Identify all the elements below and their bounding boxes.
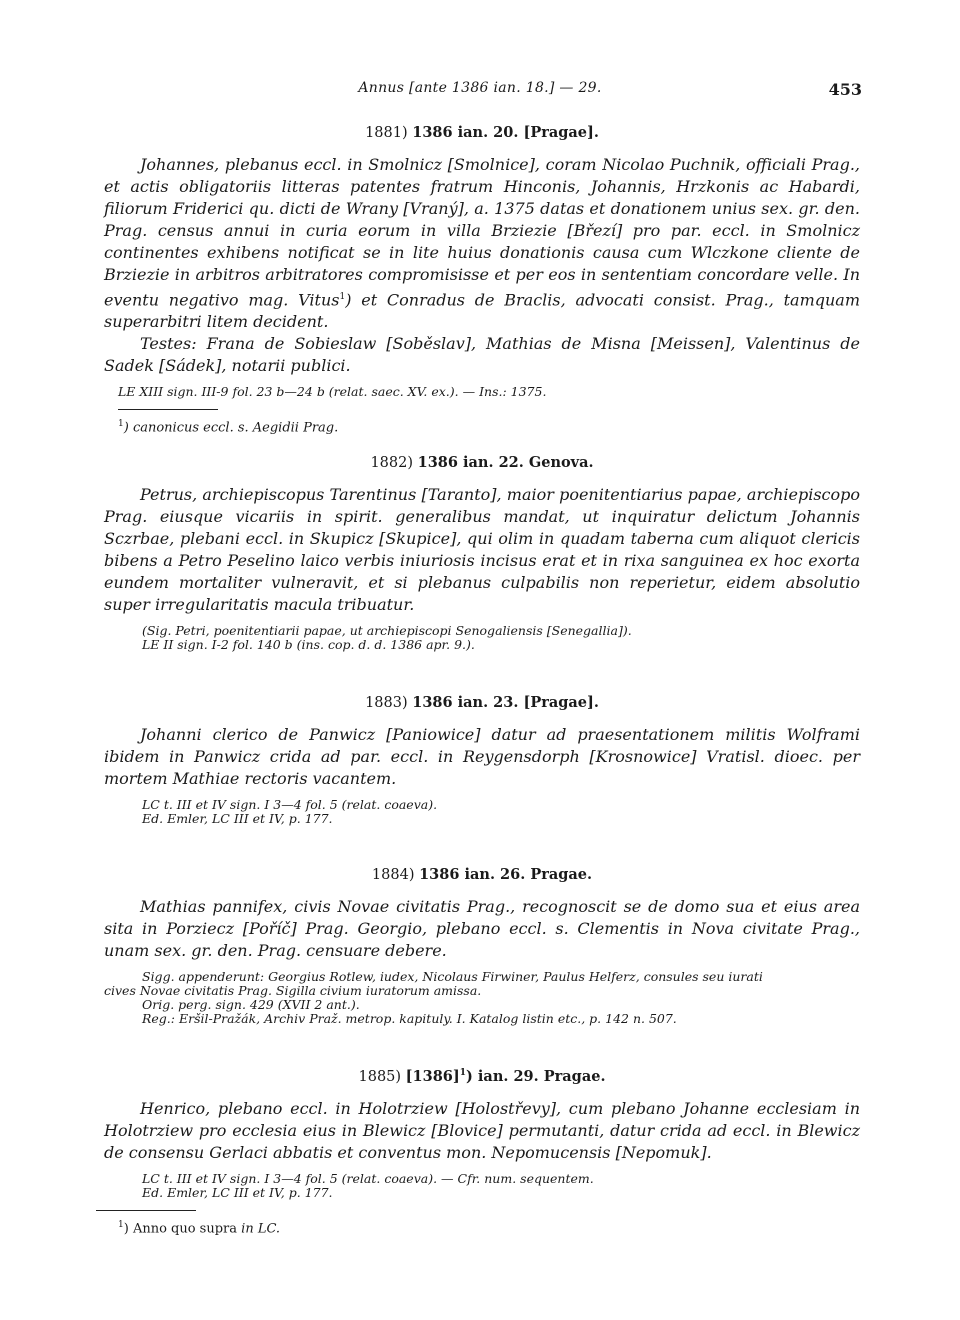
entry-heading [104, 694, 860, 711]
witnesses-text: Testes: Frana de Sobieslaw [Soběslav], Mathias de Misna [Meissen], Valentinus de Sadek [Sádek], notarii publici. [104, 334, 860, 376]
entry-date-year: [1386] [405, 1068, 460, 1085]
entry-date-rest: ) ian. 29. Pragae. [466, 1068, 606, 1085]
entry-date [406, 1068, 606, 1085]
entry-number: 1884) [371, 867, 415, 883]
source-line: LC t. III et IV sign. I 3—4 fol. 5 (relat. coaeva). — Cfr. num. sequentem. [142, 1171, 594, 1186]
entry-1884 [104, 866, 860, 1026]
source-line: Reg.: Eršil-Pražák, Archiv Praž. metrop. kapituly. I. Katalog listin etc., p. 142 n. 507. [142, 1011, 677, 1026]
entry-source [104, 624, 860, 652]
footnote-text: ) canonicus eccl. s. Aegidii Prag. [123, 420, 339, 436]
entry-body [104, 1098, 860, 1164]
source-line: Orig. perg. sign. 429 (XVII 2 ant.). [142, 997, 360, 1012]
entry-text: Mathias pannifex, civis Novae civitatis Prag., recognoscit se de domo sua et eius area sita in Porziecz [Poříč] Prag. Georgio, plebano eccl. s. Clementis in Nova civitate Prag., unam sex. gr. den. Prag. censuare debere. [104, 897, 860, 960]
source-line: cives Novae civitatis Prag. Sigilla civium iuratorum amissa. [104, 983, 482, 998]
entry-1882 [104, 454, 860, 652]
footnote-ref: 1 [339, 292, 346, 302]
entry-1883 [104, 694, 860, 826]
source-line: Sigg. appenderunt: Georgius Rotlew, iudex, Nicolaus Firwiner, Paulus Helferz, consules seu iurati [142, 969, 763, 984]
entry-date: 1386 ian. 23. [Pragae]. [412, 694, 599, 711]
entry-source [104, 1172, 860, 1200]
entry-body [104, 896, 860, 962]
entry-text: Petrus, archiepiscopus Tarentinus [Taranto], maior poenitentiarius papae, archiepiscopo Prag. eiusque vicariis in spirit. generalibus mandat, ut inquiratur delictum Johannis Sczrbae, plebani eccl. in Skupicz [Skupice], qui olim in quadam taberna cum aliquot clericis bibens a Petro Peselino laico verbis iniuriosis incisus erat et in rixa sanguinea ex hoc exorta eundem mortaliter vulneravit, et si plebanus culpabilis non reperietur, eidem absolutio super irregularitatis macula tribuatur. [104, 485, 860, 614]
entry-heading [104, 124, 860, 141]
source-line: Ed. Emler, LC III et IV, p. 177. [142, 1185, 333, 1200]
entry-heading [104, 454, 860, 471]
entry-text: Johanni clerico de Panwicz [Paniowice] datur ad praesentationem militis Wolframi ibidem in Panwicz crida ad par. eccl. in Reygensdorph [Krosnowice] Vratisl. dioec. per mortem Mathiae rectoris vacantem. [104, 725, 860, 788]
entry-1885 [104, 1068, 860, 1237]
entry-heading [104, 1068, 860, 1085]
footnote-mark: 1 [118, 1220, 124, 1230]
entry-date: 1386 ian. 26. Pragae. [419, 866, 593, 883]
entry-body [104, 724, 860, 790]
entry-witnesses [104, 333, 860, 377]
source-line: LE II sign. I-2 fol. 140 b (ins. cop. d. d. 1386 apr. 9.). [142, 637, 475, 652]
footnote-ref: 1 [459, 1068, 467, 1079]
entry-source [104, 385, 860, 399]
entry-text-end: ) et Conradus de Braclis, advocati consist. Prag., tamquam superarbitri litem decident. [104, 290, 861, 332]
entry-source [104, 798, 860, 826]
footnote [104, 416, 860, 436]
footnote [104, 1217, 860, 1237]
entry-1881 [104, 124, 860, 437]
entry-text: Johannes, plebanus eccl. in Smolnicz [Smolnice], coram Nicolao Puchnik, officiali Prag., et actis obligatoriis litteras patentes fratrum Hinconis, Johannis, Hrzkonis ac Habardi, filiorum Friderici qu. dicti de Wrany [Vraný], a. 1375 datas et donationem unius sex. gr. den. Prag. census annui in curia eorum in villa Brziezie [Březí] pro par. eccl. in Smolnicz continentes exhibens notificat se in lite huius donationis causa cum Wlczkone cliente de Brziezie in arbitros arbitratores compromisisse et per eos in sententiam concordare velle. In eventu negativo mag. Vitus [104, 155, 860, 310]
source-line: (Sig. Petri, poenitentiarii papae, ut archiepiscopi Senogaliensis [Senegallia]). [142, 623, 632, 638]
source-line: Ed. Emler, LC III et IV, p. 177. [142, 811, 333, 826]
page-number: 453 [828, 80, 862, 99]
entry-heading [104, 866, 860, 883]
entry-number: 1885) [358, 1069, 402, 1085]
entry-body [104, 484, 860, 616]
running-title: Annus [ante 1386 ian. 18.] — 29. [358, 80, 602, 96]
entry-number: 1881) [365, 125, 408, 141]
entry-source [104, 970, 860, 1026]
footnote-text: ) Anno quo supra [123, 1221, 242, 1237]
entry-date: 1386 ian. 22. Genova. [417, 454, 594, 471]
source-line: LC t. III et IV sign. I 3—4 fol. 5 (relat. coaeva). [142, 797, 438, 812]
footnote-rule [118, 409, 218, 410]
entry-text: Henrico, plebano eccl. in Holotrziew [Holostřevy], cum plebano Johanne ecclesiam in Holotrziew pro ecclesia eius in Blewicz [Blovice] permutanti, datur crida ad eccl. in Blewicz de consensu Gerlaci abbatis et conventus mon. Nepomucensis [Nepomuk]. [104, 1099, 860, 1162]
source-line: LE XIII sign. III-9 fol. 23 b—24 b (relat. saec. XV. ex.). — Ins.: 1375. [118, 384, 547, 400]
entry-date: 1386 ian. 20. [Pragae]. [412, 124, 599, 141]
entry-number: 1882) [370, 455, 414, 471]
footnote-rule [96, 1210, 196, 1211]
entry-number: 1883) [365, 695, 408, 711]
entry-body [104, 154, 860, 333]
footnote-mark: 1 [118, 419, 124, 430]
running-header [0, 80, 960, 104]
footnote-text-italic: in LC. [241, 1221, 281, 1237]
